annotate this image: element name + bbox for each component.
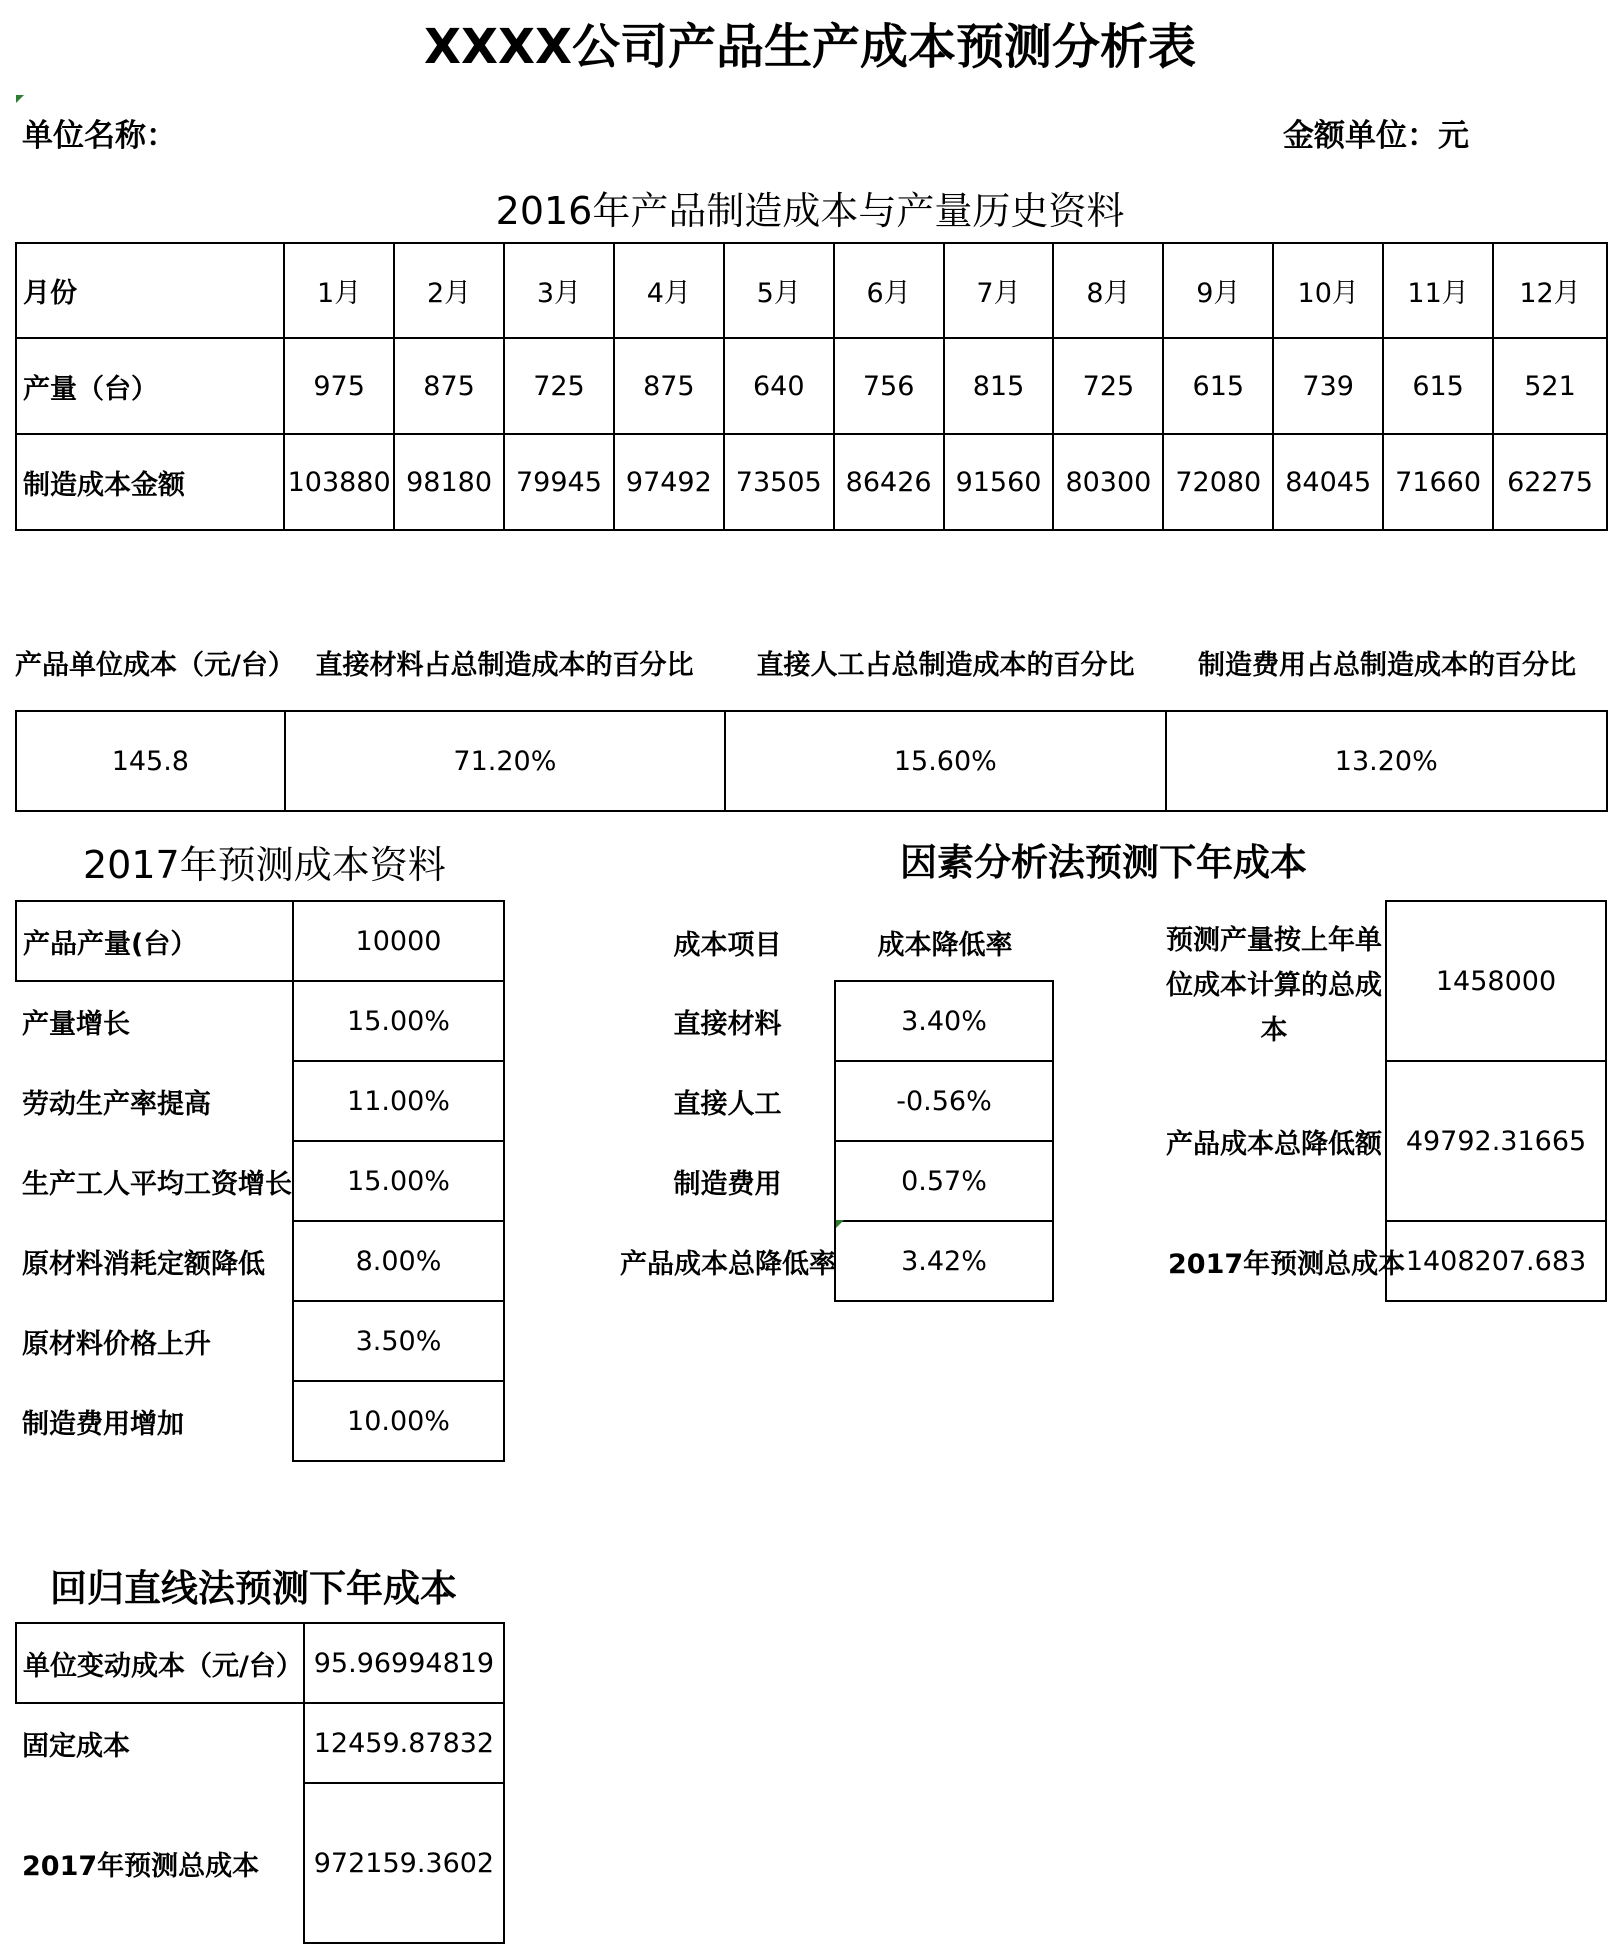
row-label-output[interactable]: 产量（台） <box>16 338 284 434</box>
factor-right-value-total[interactable]: 1408207.683 <box>1386 1221 1606 1301</box>
factor-value-total-rate[interactable]: 3.42% <box>835 1221 1053 1301</box>
forecast-label: 产品产量(台） <box>16 901 293 981</box>
row-label-month[interactable]: 月份 <box>16 243 284 338</box>
ratio-header-labor: 直接人工占总制造成本的百分比 <box>756 650 1135 681</box>
factor-rate-table <box>834 980 1054 1302</box>
ratio-value-material[interactable]: 71.20% <box>285 711 725 811</box>
ratio-header-overhead: 制造费用占总制造成本的百分比 <box>1198 650 1576 681</box>
output-cell[interactable]: 756 <box>834 338 944 434</box>
output-cell[interactable]: 875 <box>394 338 504 434</box>
cost-cell[interactable]: 98180 <box>394 434 504 530</box>
factor-value-material[interactable]: 3.40% <box>835 981 1053 1061</box>
forecast-value[interactable]: 10000 <box>293 901 504 981</box>
forecast-value[interactable]: 15.00% <box>293 981 504 1061</box>
page-title: XXXX公司产品生产成本预测分析表 <box>423 19 1197 75</box>
forecast-label: 原材料消耗定额降低 <box>22 1248 265 1280</box>
factor-right-value-base-cost[interactable]: 1458000 <box>1386 901 1606 1061</box>
output-cell[interactable]: 615 <box>1383 338 1493 434</box>
forecast-value[interactable]: 3.50% <box>293 1301 504 1381</box>
forecast-label: 产量增长 <box>22 1009 130 1040</box>
output-cell[interactable]: 521 <box>1493 338 1607 434</box>
cost-cell[interactable]: 97492 <box>614 434 724 530</box>
factor-col-item: 成本项目 <box>673 930 782 961</box>
cost-cell[interactable]: 91560 <box>944 434 1054 530</box>
regression-value[interactable]: 12459.87832 <box>304 1703 504 1783</box>
month-cell[interactable]: 8月 <box>1053 243 1163 338</box>
ratio-value-overhead[interactable]: 13.20% <box>1166 711 1607 811</box>
history-title: 2016年产品制造成本与产量历史资料 <box>495 189 1125 233</box>
row-label-cost[interactable]: 制造成本金额 <box>16 434 284 530</box>
factor-value-labor[interactable]: -0.56% <box>835 1061 1053 1141</box>
forecast-title: 2017年预测成本资料 <box>83 843 446 887</box>
regression-label: 单位变动成本（元/台） <box>16 1623 304 1703</box>
amount-unit-label: 金额单位：元 <box>1283 118 1469 154</box>
month-cell[interactable]: 1月 <box>284 243 394 338</box>
unit-name-label: 单位名称： <box>22 118 177 154</box>
cost-row <box>16 434 1607 530</box>
forecast-label: 生产工人平均工资增长 <box>22 1168 292 1200</box>
regression-value[interactable]: 95.96994819 <box>304 1623 504 1703</box>
forecast-value[interactable]: 15.00% <box>293 1141 504 1221</box>
forecast-value[interactable]: 10.00% <box>293 1381 504 1461</box>
factor-right-label-base-cost: 预测产量按上年单位成本计算的总成本 <box>1166 925 1382 1046</box>
output-cell[interactable]: 725 <box>1053 338 1163 434</box>
cost-cell[interactable]: 72080 <box>1163 434 1273 530</box>
output-cell[interactable]: 739 <box>1273 338 1383 434</box>
ratio-table <box>15 710 1608 812</box>
cost-cell[interactable]: 71660 <box>1383 434 1493 530</box>
month-cell[interactable]: 3月 <box>504 243 614 338</box>
factor-label-total-rate: 产品成本总降低率 <box>620 1249 836 1280</box>
cost-cell[interactable]: 73505 <box>724 434 834 530</box>
history-table <box>15 242 1608 531</box>
forecast-value[interactable]: 8.00% <box>293 1221 504 1301</box>
cost-cell[interactable]: 103880 <box>284 434 394 530</box>
factor-label-labor: 直接人工 <box>673 1089 782 1120</box>
month-cell[interactable]: 2月 <box>394 243 504 338</box>
ratio-header-unit-cost: 产品单位成本（元/台） <box>15 650 295 681</box>
month-cell[interactable]: 9月 <box>1163 243 1273 338</box>
factor-col-rate: 成本降低率 <box>877 930 1013 961</box>
cost-cell[interactable]: 79945 <box>504 434 614 530</box>
regression-table <box>15 1622 505 1944</box>
ratio-header-material: 直接材料占总制造成本的百分比 <box>315 650 694 681</box>
month-cell[interactable]: 6月 <box>834 243 944 338</box>
output-cell[interactable]: 815 <box>944 338 1054 434</box>
month-cell[interactable]: 7月 <box>944 243 1054 338</box>
forecast-label: 制造费用增加 <box>22 1408 184 1440</box>
output-cell[interactable]: 615 <box>1163 338 1273 434</box>
ratio-value-labor[interactable]: 15.60% <box>725 711 1165 811</box>
month-cell[interactable]: 10月 <box>1273 243 1383 338</box>
cost-cell[interactable]: 80300 <box>1053 434 1163 530</box>
forecast-value[interactable]: 11.00% <box>293 1061 504 1141</box>
month-cell[interactable]: 12月 <box>1493 243 1607 338</box>
month-cell[interactable]: 5月 <box>724 243 834 338</box>
output-cell[interactable]: 640 <box>724 338 834 434</box>
forecast-table <box>15 900 505 1462</box>
forecast-label: 原材料价格上升 <box>22 1328 211 1360</box>
cell-comment-marker <box>836 1220 844 1228</box>
month-cell[interactable]: 11月 <box>1383 243 1493 338</box>
factor-title: 因素分析法预测下年成本 <box>900 841 1307 884</box>
regression-label: 2017年预测总成本 <box>22 1850 260 1882</box>
factor-right-label-total: 2017年预测总成本 <box>1168 1249 1406 1280</box>
forecast-label: 劳动生产率提高 <box>22 1088 211 1120</box>
factor-label-material: 直接材料 <box>673 1009 782 1040</box>
month-cell[interactable]: 4月 <box>614 243 724 338</box>
factor-right-value-reduction[interactable]: 49792.31665 <box>1386 1061 1606 1221</box>
ratio-value-unit-cost[interactable]: 145.8 <box>16 711 285 811</box>
cost-cell[interactable]: 86426 <box>834 434 944 530</box>
cost-cell[interactable]: 84045 <box>1273 434 1383 530</box>
factor-value-overhead[interactable]: 0.57% <box>835 1141 1053 1221</box>
month-row <box>16 243 1607 338</box>
cost-cell[interactable]: 62275 <box>1493 434 1607 530</box>
regression-title: 回归直线法预测下年成本 <box>50 1567 457 1610</box>
regression-value[interactable]: 972159.3602 <box>304 1783 504 1943</box>
factor-right-table <box>1385 900 1607 1302</box>
output-row <box>16 338 1607 434</box>
regression-label: 固定成本 <box>22 1731 130 1762</box>
factor-right-label-reduction: 产品成本总降低额 <box>1166 1129 1382 1160</box>
output-cell[interactable]: 975 <box>284 338 394 434</box>
cell-comment-marker <box>16 95 24 103</box>
output-cell[interactable]: 725 <box>504 338 614 434</box>
output-cell[interactable]: 875 <box>614 338 724 434</box>
factor-label-overhead: 制造费用 <box>673 1169 782 1200</box>
